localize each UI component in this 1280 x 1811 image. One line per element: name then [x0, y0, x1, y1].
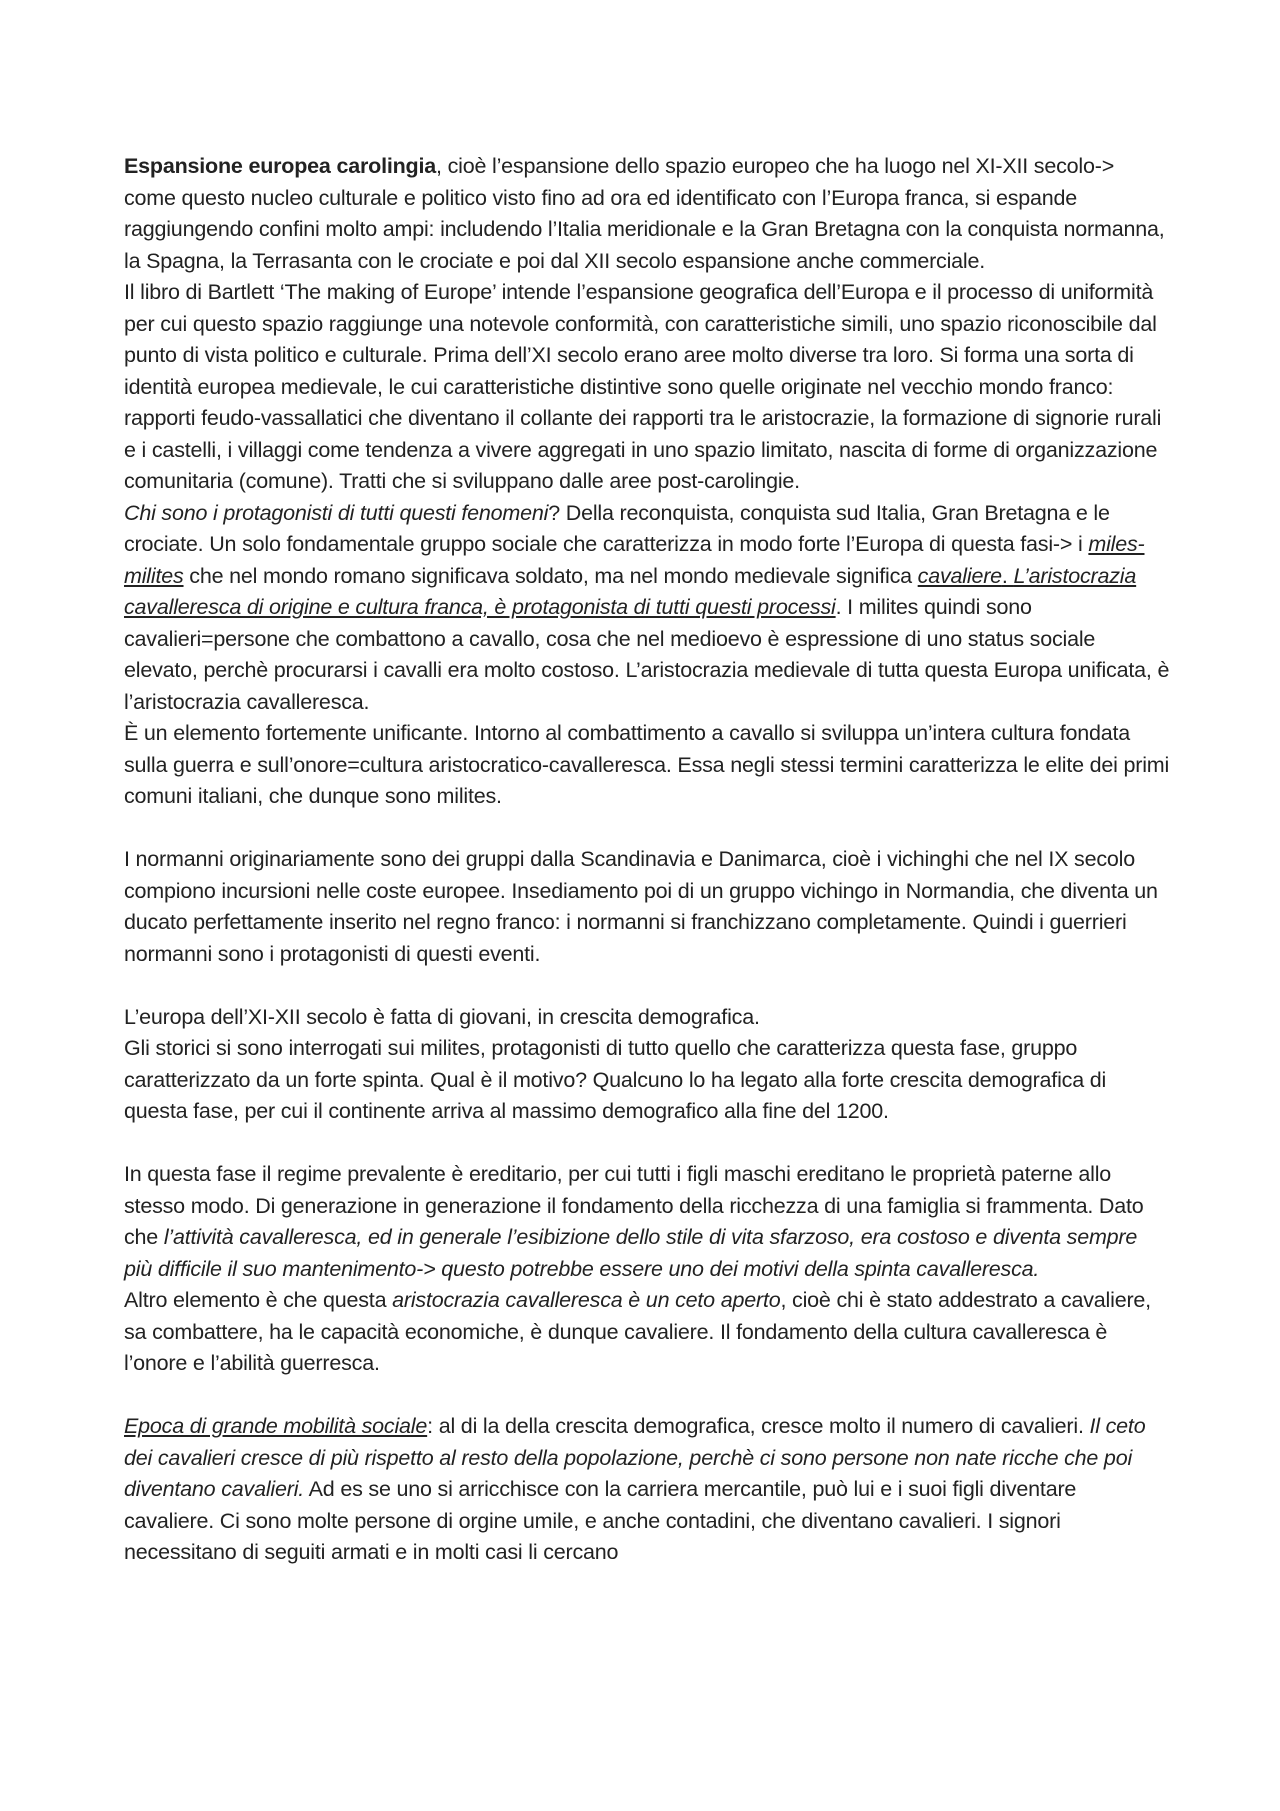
term-espansione-europea: Espansione europea carolingia — [124, 154, 437, 178]
paragraph-gap — [124, 1128, 1170, 1160]
document-page — [124, 151, 1170, 1569]
term-mobilita-sociale: Epoca di grande mobilità sociale — [124, 1414, 428, 1438]
paragraph-inheritance: In questa fase il regime prevalente è ereditario, per cui tutti i figli maschi ereditano le proprietà paterne allo stesso modo. Di generazione in generazione il fondamento della ricchezza di una famiglia si frammenta. Dato che l’attività cavalleresca, ed in generale l’esibizione dello stile di vita sfarzoso, era costoso e diventa sempre più difficile il suo mantenimento-> questo potrebbe essere uno dei motivi della spinta cavalleresca. — [124, 1162, 1144, 1281]
paragraph-carolingian-expansion: Espansione europea carolingia, cioè l’espansione dello spazio europeo che ha luogo nel XI-XII secolo-> come questo nucleo culturale e politico visto fino ad ora ed identificato con l’Europa franca, si espande raggiungendo confini molto ampi: includendo l’Italia meridionale e la Gran Bretagna con la conquista normanna, la Spagna, la Terrasanta con le crociate e poi dal XII secolo espansione anche commerciale. — [124, 154, 1165, 273]
paragraph-open-class: Altro elemento è che questa aristocrazia cavalleresca è un ceto aperto, cioè chi è stato addestrato a cavaliere, sa combattere, ha le capacità economiche, è dunque cavaliere. Il fondamento della cultura cavalleresca è l’onore e l’abilità guerresca. — [124, 1288, 1151, 1375]
paragraph-gap — [124, 813, 1170, 845]
paragraph-young-europe: L’europa dell’XI-XII secolo è fatta di giovani, in crescita demografica. — [124, 1004, 760, 1029]
paragraph-gap — [124, 1380, 1170, 1412]
paragraph-unifying-element: È un elemento fortemente unificante. Intorno al combattimento a cavallo si sviluppa un’intera cultura fondata sulla guerra e sull’onore=cultura aristocratico-cavalleresca. Essa negli stessi termini caratterizza le elite dei primi comuni italiani, che dunque sono milites. — [124, 721, 1170, 808]
paragraph-historians: Gli storici si sono interrogati sui milites, protagonisti di tutto quello che caratterizza questa fase, gruppo caratterizzato da un forte spinta. Qual è il motivo? Qualcuno lo ha legato alla forte crescita demografica di questa fase, per cui il continente arriva al massimo demografico alla fine del 1200. — [124, 1036, 1107, 1123]
paragraph-normans: I normanni originariamente sono dei gruppi dalla Scandinavia e Danimarca, cioè i vichinghi che nel IX secolo compiono incursioni nelle coste europee. Insediamento poi di un gruppo vichingo in Normandia, che diventa un ducato perfettamente inserito nel regno franco: i normanni si franchizzano completamente. Quindi i guerrieri normanni sono i protagonisti di questi eventi. — [124, 847, 1158, 966]
paragraph-bartlett: Il libro di Bartlett ‘The making of Europe’ intende l’espansione geografica dell’Europa e il processo di uniformità per cui questo spazio raggiunge una notevole conformità, con caratteristiche simili, uno spazio riconoscibile dal punto di vista politico e culturale. Prima dell’XI secolo erano aree molto diverse tra loro. Si forma una sorta di identità europea medievale, le cui caratteristiche distintive sono quelle originate nel vecchio mondo franco: rapporti feudo-vassallatici che diventano il collante dei rapporti tra le aristocrazie, la formazione di signorie rurali e i castelli, i villaggi come tendenza a vivere aggregati in uno spazio limitato, nascita di forme di organizzazione comunitaria (comune). Tratti che si sviluppano dalle aree post-carolingie. — [124, 280, 1162, 493]
paragraph-protagonists: Chi sono i protagonisti di tutti questi fenomeni? Della reconquista, conquista sud Italia, Gran Bretagna e le crociate. Un solo fondamentale gruppo sociale che caratterizza in modo forte l’Europa di questa fasi-> i miles-milites che nel mondo romano significava soldato, ma nel mondo medievale significa cavaliere. L’aristocrazia cavalleresca di origine e cultura franca, è protagonista di tutti questi processi. I milites quindi sono cavalieri=persone che combattono a cavallo, cosa che nel medioevo è espressione di uno status sociale elevato, perchè procurarsi i cavalli era molto costoso. L’aristocrazia medievale di tutta questa Europa unificata, è l’aristocrazia cavalleresca. — [124, 500, 1170, 714]
term-cavaliere: cavaliere — [917, 563, 1002, 588]
paragraph-gap — [124, 970, 1170, 1002]
key-sentence-aristocrazia: L’aristocrazia cavalleresca di origine e cultura franca, è protagonista di tutti questi processi — [124, 563, 1137, 619]
term-miles-milites: miles-milites — [124, 532, 1145, 588]
paragraph-social-mobility: Epoca di grande mobilità sociale: al di la della crescita demografica, cresce molto il numero di cavalieri. Il ceto dei cavalieri cresce di più rispetto al resto della popolazione, perchè ci sono persone non nate ricche che poi diventano cavalieri. Ad es se uno si arricchisce con la carriera mercantile, può lui e i suoi figli diventare cavaliere. Ci sono molte persone di orgine umile, e anche contadini, che diventano cavalieri. I signori necessitano di seguiti armati e in molti casi li cercano — [124, 1414, 1146, 1564]
